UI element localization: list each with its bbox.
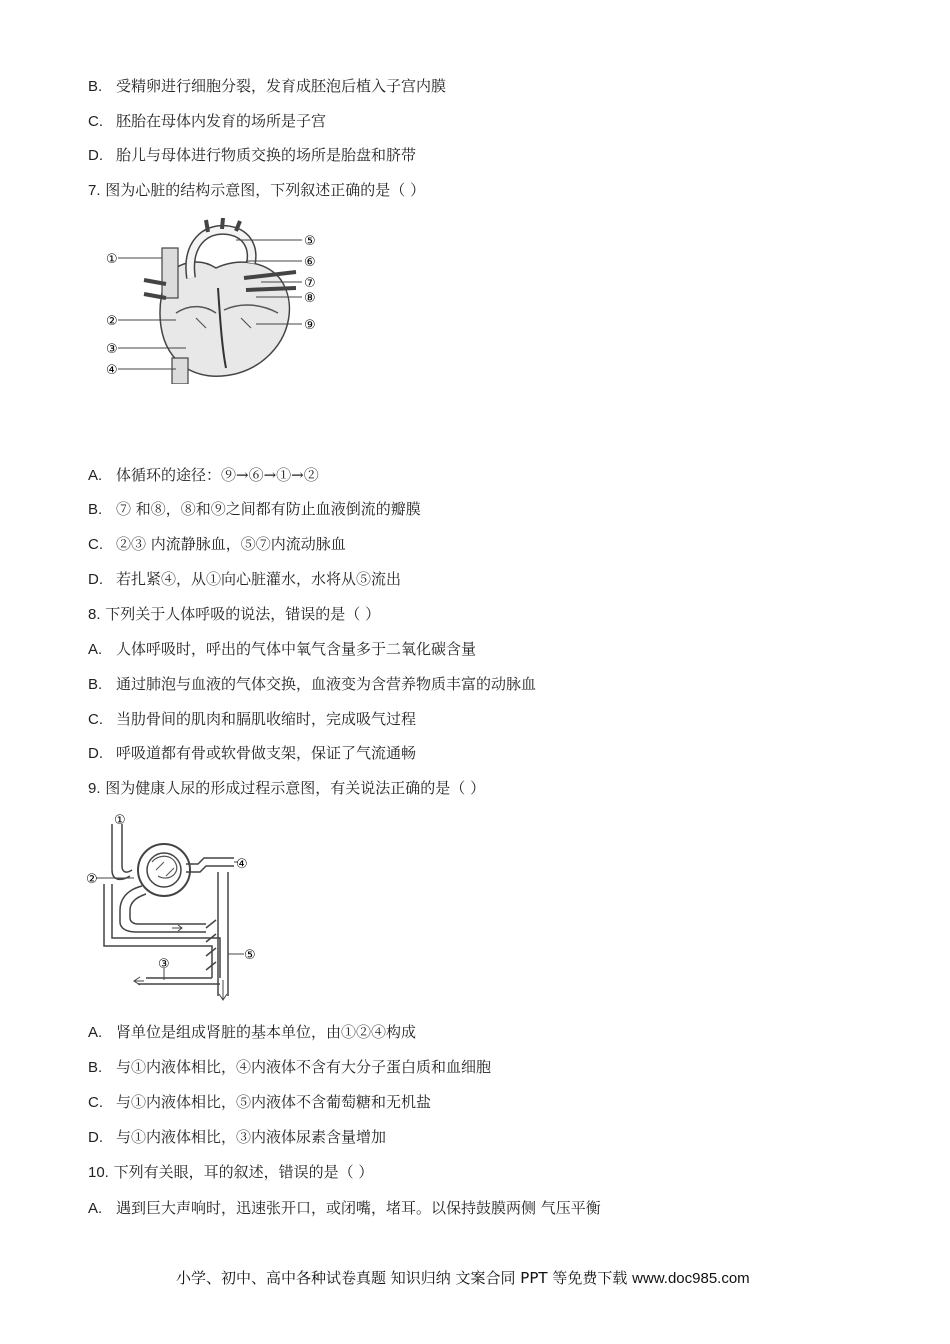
q7-option-b bbox=[88, 499, 421, 520]
option-letter: C. bbox=[88, 711, 103, 728]
q10-stem bbox=[88, 1162, 373, 1183]
q7-stem bbox=[88, 180, 425, 201]
question-number: 9. bbox=[88, 780, 101, 797]
option-letter: C. bbox=[88, 1094, 103, 1111]
option-text: 受精卵进行细胞分裂，发育成胚泡后植入子宫内膜 bbox=[116, 77, 447, 95]
q9-option-d bbox=[88, 1127, 386, 1148]
label-8: ⑧ bbox=[304, 291, 316, 306]
label-2: ② bbox=[106, 314, 118, 329]
label-5: ⑤ bbox=[244, 948, 256, 963]
option-letter: A. bbox=[88, 1024, 103, 1041]
q8-option-d bbox=[88, 743, 416, 764]
label-1: ① bbox=[106, 252, 118, 267]
footer-link[interactable]: www.doc985.com bbox=[632, 1270, 750, 1287]
option-text: 通过肺泡与血液的气体交换，血液变为含营养物质丰富的动脉血 bbox=[116, 675, 537, 693]
option-text: 与①内液体相比，③内液体尿素含量增加 bbox=[116, 1128, 387, 1146]
option-letter: A. bbox=[88, 641, 103, 658]
option-letter: C. bbox=[88, 536, 103, 553]
option-letter: D. bbox=[88, 1129, 103, 1146]
option-letter: C. bbox=[88, 113, 103, 130]
question-number: 7. bbox=[88, 182, 101, 199]
q9-option-a bbox=[88, 1022, 416, 1043]
option-letter: B. bbox=[88, 501, 103, 518]
option-text: 与①内液体相比，④内液体不含有大分子蛋白质和血细胞 bbox=[116, 1058, 492, 1076]
q10-option-a bbox=[88, 1198, 601, 1219]
option-letter: B. bbox=[88, 78, 103, 95]
option-letter: B. bbox=[88, 1059, 103, 1076]
option-letter: A. bbox=[88, 467, 103, 484]
q8-stem bbox=[88, 604, 380, 625]
q7-option-d bbox=[88, 569, 401, 590]
question-text: 图为健康人尿的形成过程示意图，有关说法正确的是（ ） bbox=[105, 779, 486, 797]
label-5: ⑤ bbox=[304, 234, 316, 249]
option-text: 体循环的途径：⑨→⑥→①→② bbox=[116, 466, 319, 484]
option-letter: A. bbox=[88, 1200, 103, 1217]
label-4: ④ bbox=[236, 857, 248, 872]
option-text: 遇到巨大声响时，迅速张开口，或闭嘴，堵耳。以保持鼓膜两侧 气压平衡 bbox=[116, 1199, 601, 1217]
label-3: ③ bbox=[158, 957, 170, 972]
option-text: ②③ 内流静脉血，⑤⑦内流动脉血 bbox=[116, 535, 346, 553]
q9-stem bbox=[88, 778, 485, 799]
q8-option-b bbox=[88, 674, 536, 695]
page-footer bbox=[176, 1268, 750, 1289]
q7-option-a bbox=[88, 465, 319, 486]
q6-option-b bbox=[88, 76, 446, 97]
option-letter: D. bbox=[88, 745, 103, 762]
option-text: 胎儿与母体进行物质交换的场所是胎盘和脐带 bbox=[116, 146, 417, 164]
option-text: 人体呼吸时，呼出的气体中氧气含量多于二氧化碳含量 bbox=[116, 640, 477, 658]
label-3: ③ bbox=[106, 342, 118, 357]
label-1: ① bbox=[114, 813, 126, 828]
label-4: ④ bbox=[106, 363, 118, 378]
footer-text: 小学、初中、高中各种试卷真题 知识归纳 文案合同 PPT 等免费下载 bbox=[176, 1269, 628, 1287]
label-6: ⑥ bbox=[304, 255, 316, 270]
question-text: 图为心脏的结构示意图，下列叙述正确的是（ ） bbox=[105, 181, 426, 199]
option-text: 当肋骨间的肌肉和膈肌收缩时，完成吸气过程 bbox=[116, 710, 417, 728]
heart-diagram bbox=[96, 218, 336, 384]
question-number: 10. bbox=[88, 1164, 109, 1181]
question-number: 8. bbox=[88, 606, 101, 623]
option-text: 与①内液体相比，⑤内液体不含葡萄糖和无机盐 bbox=[116, 1093, 432, 1111]
question-text: 下列关于人体呼吸的说法，错误的是（ ） bbox=[105, 605, 381, 623]
option-letter: B. bbox=[88, 676, 103, 693]
label-9: ⑨ bbox=[304, 318, 316, 333]
q8-option-a bbox=[88, 639, 476, 660]
option-text: ⑦ 和⑧，⑧和⑨之间都有防止血液倒流的瓣膜 bbox=[116, 500, 421, 518]
q7-option-c bbox=[88, 534, 346, 555]
label-2: ② bbox=[86, 872, 98, 887]
option-text: 呼吸道都有骨或软骨做支架，保证了气流通畅 bbox=[116, 744, 417, 762]
q6-option-d bbox=[88, 145, 416, 166]
option-text: 若扎紧④，从①向心脏灌水，水将从⑤流出 bbox=[116, 570, 402, 588]
option-letter: D. bbox=[88, 147, 103, 164]
q9-option-c bbox=[88, 1092, 431, 1113]
option-text: 胚胎在母体内发育的场所是子宫 bbox=[116, 112, 327, 130]
q8-option-c bbox=[88, 709, 416, 730]
nephron-diagram bbox=[86, 810, 266, 1006]
q9-option-b bbox=[88, 1057, 491, 1078]
label-7: ⑦ bbox=[304, 276, 316, 291]
question-text: 下列有关眼，耳的叙述，错误的是（ ） bbox=[113, 1163, 374, 1181]
q6-option-c bbox=[88, 111, 326, 132]
option-letter: D. bbox=[88, 571, 103, 588]
option-text: 肾单位是组成肾脏的基本单位，由①②④构成 bbox=[116, 1023, 417, 1041]
